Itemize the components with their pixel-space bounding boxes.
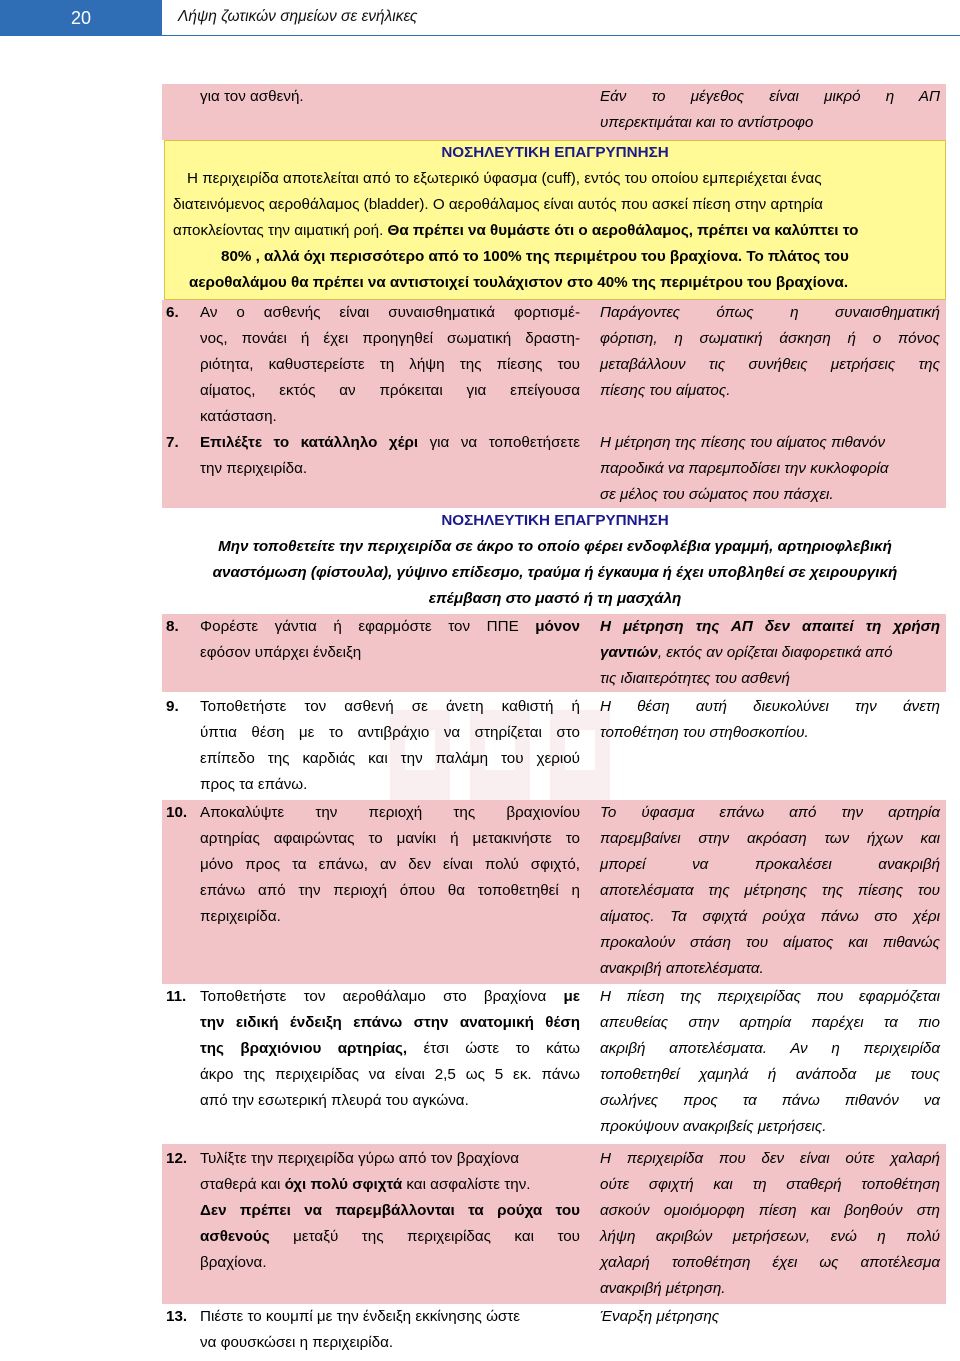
step-8-line-1-normal: Φορέστε γάντια ή εφαρμόστε τον ΠΠΕ	[200, 618, 536, 635]
step-12-row	[162, 1144, 946, 1304]
step-6-rationale-4: πίεσης του αίματος.	[600, 382, 731, 399]
step-8-rationale-2-bold: γαντιών	[600, 644, 658, 661]
step-7-rationale-1: Η μέτρηση της πίεσης του αίματος πιθανόν	[600, 434, 886, 451]
step-6-line-3: ριότητα, καθυστερείστε τη λήψη της πίεσης του	[200, 356, 580, 373]
step-12-rationale-5: χαλαρή τοποθέτηση έχει ως αποτέλεσμα	[600, 1254, 940, 1271]
step-11-line-1	[200, 984, 580, 1010]
step-12-rationale-3: ασκούν ομοιόμορφη πίεση και βοηθούν στη	[600, 1202, 940, 1219]
step-5-continued-text: για τον ασθενή.	[200, 88, 304, 105]
step-10-rationale-2: παρεμβαίνει στην ακρόαση των ήχων και	[600, 830, 940, 847]
step-7-rest: για να τοποθετήσετε	[418, 434, 580, 451]
step-13-row	[162, 1304, 946, 1360]
step-9-rationale-2: τοποθέτηση του στηθοσκοπίου.	[600, 724, 809, 741]
step-5-continued-row	[162, 84, 946, 140]
step-7-number: 7.	[166, 434, 179, 451]
page-header	[0, 0, 960, 36]
step-8-rationale-3: τις ιδιαιτερότητες του ασθενή	[600, 670, 790, 687]
step-8-row	[162, 614, 946, 692]
step-12-line-2-bold: όχι πολύ σφιχτά	[284, 1176, 403, 1193]
step-6-line-2: νος, πονάει ή έχει προηγηθεί σωματική δραστη-	[200, 330, 580, 347]
step-11-rationale-1: Η πίεση της περιχειρίδας που εφαρμόζεται	[600, 988, 940, 1005]
alert-1-line-3-bold: Θα πρέπει να θυμάστε ότι ο αεροθάλαμος, πρέπει να καλύπτει το	[387, 222, 859, 239]
nursing-alert-heading-2: ΝΟΣΗΛΕΥΤΙΚΗ ΕΠΑΓΡΥΠΝΗΣΗ	[441, 512, 669, 529]
step-11-rationale-6: προκύψουν ανακριβείς μετρήσεις.	[600, 1118, 827, 1135]
nursing-alert-box-1	[164, 140, 946, 300]
step-6-line-1: Αν ο ασθενής είναι συναισθηματικά φορτισμέ-	[200, 304, 580, 321]
step-13-line-2: να φουσκώσει η περιχειρίδα.	[200, 1334, 394, 1351]
step-10-rationale-6: προκαλούν στάση του αίματος και πιθανώς	[600, 934, 940, 951]
alert-1-line-3	[173, 218, 858, 244]
step-12-line-2-normal: σταθερά και	[200, 1176, 285, 1193]
alert-2-line-3: επέμβαση στο μαστό ή τη μασχάλη	[428, 590, 682, 607]
step-10-rationale-4: αποτελέσματα της μέτρησης της πίεσης του	[600, 882, 940, 899]
step-5-rationale-line-1: Εάν το μέγεθος είναι μικρό η ΑΠ	[600, 88, 940, 105]
step-9-line-2: ύπτια θέση με το αντιβράχιο να στηρίζεται στο	[200, 724, 580, 741]
nursing-alert-box-2	[164, 508, 946, 614]
alert-1-line-4: 80% , αλλά όχι περισσότερο από το 100% της περιμέτρου του βραχίονα. Το πλάτος του	[221, 248, 849, 265]
step-11-line-3-bold: της βραχιόνιου αρτηρίας,	[200, 1040, 408, 1057]
nursing-alert-heading-1: ΝΟΣΗΛΕΥΤΙΚΗ ΕΠΑΓΡΥΠΝΗΣΗ	[441, 144, 669, 161]
step-12-line-4-bold: ασθενούς	[200, 1228, 270, 1245]
step-12-line-2	[200, 1172, 531, 1198]
step-13-number: 13.	[166, 1308, 188, 1325]
step-11-line-3	[200, 1036, 580, 1062]
step-10-row	[162, 800, 946, 984]
step-9-rationale-1: Η θέση αυτή διευκολύνει την άνετη	[600, 698, 940, 715]
step-7-rationale-3: σε μέλος του σώματος που πάσχει.	[600, 486, 834, 503]
step-11-line-4: άκρο της περιχειρίδας να είναι 2,5 ως 5 εκ. πάνω	[200, 1066, 580, 1083]
step-12-line-2-rest: και ασφαλίστε την.	[402, 1176, 531, 1193]
step-9-line-1: Τοποθετήστε τον ασθενή σε άνετη καθιστή ή	[200, 698, 580, 715]
step-8-line-2: εφόσον υπάρχει ένδειξη	[200, 644, 362, 661]
step-10-line-5: περιχειρίδα.	[200, 908, 281, 925]
step-6-rationale-2: φόρτιση, η σωματική άσκηση ή ο πόνος	[600, 330, 940, 347]
step-12-line-5: βραχίονα.	[200, 1254, 267, 1271]
alert-1-line-2: διατεινόμενος αεροθάλαμος (bladder). Ο αεροθάλαμος είναι αυτός που ασκεί πίεση στην αρτηρία	[173, 196, 823, 213]
step-8-rationale-2-rest: , εκτός αν ορίζεται διαφορετικά από	[657, 644, 893, 661]
step-6-rationale-1: Παράγοντες όπως η συναισθηματική	[600, 304, 940, 321]
step-12-line-4-rest: μεταξύ της περιχειρίδας και του	[269, 1228, 580, 1245]
step-13-rationale: Έναρξη μέτρησης	[600, 1308, 720, 1325]
step-10-number: 10.	[166, 804, 188, 821]
step-7-rationale-2: παροδικά να παρεμποδίσει την κυκλοφορία	[600, 460, 889, 477]
step-10-line-3: μόνο προς τα επάνω, αν δεν είναι πολύ σφιχτό,	[200, 856, 580, 873]
step-10-rationale-7: ανακριβή αποτελέσματα.	[600, 960, 764, 977]
step-6-number: 6.	[166, 304, 179, 321]
step-12-line-3: Δεν πρέπει να παρεμβάλλονται τα ρούχα του	[200, 1202, 580, 1219]
step-9-line-4: προς τα επάνω.	[200, 776, 308, 793]
step-10-rationale-1: Το ύφασμα επάνω από την αρτηρία	[600, 804, 940, 821]
step-11-rationale-2: απευθείας στην αρτηρία παρέχει τα πιο	[600, 1014, 940, 1031]
step-11-line-2: την ειδική ένδειξη επάνω στην ανατομική θέση	[200, 1014, 580, 1031]
step-11-rationale-5: σωλήνες προς τα πάνω πιθανόν να	[600, 1092, 940, 1109]
step-8-line-1	[200, 614, 580, 640]
step-10-line-1: Αποκαλύψτε την περιοχή της βραχιονίου	[200, 804, 580, 821]
step-11-line-1-normal: Τοποθετήστε τον αεροθάλαμο στο βραχίονα	[200, 988, 564, 1005]
step-11-number: 11.	[166, 988, 187, 1005]
step-12-line-1: Τυλίξτε την περιχειρίδα γύρω από τον βραχίονα	[200, 1150, 520, 1167]
step-9-row	[162, 694, 946, 800]
step-6-line-5: κατάσταση.	[200, 408, 277, 425]
alert-1-line-1: Η περιχειρίδα αποτελείται από το εξωτερικό ύφασμα (cuff), εντός του οποίου εμπεριέχεται ένας	[187, 170, 822, 187]
step-7-bold: Επιλέξτε το κατάλληλο χέρι	[200, 434, 419, 451]
step-5-rationale-line-2: υπερεκτιμάται και το αντίστροφο	[600, 114, 814, 131]
step-8-line-1-bold: μόνον	[535, 618, 580, 635]
step-12-line-4	[200, 1224, 580, 1250]
alert-2-line-2: αναστόμωση (φίστουλα), γύψινο επίδεσμο, τραύμα ή έγκαυμα ή έχει υποβληθεί σε χειρουργική	[212, 564, 898, 581]
step-11-line-5: από την εσωτερική πλευρά του αγκώνα.	[200, 1092, 469, 1109]
step-10-line-2: αρτηρίας αφαιρώντας το μανίκι ή μετακινήστε το	[200, 830, 580, 847]
step-8-rationale-2	[600, 640, 893, 666]
alert-1-line-5: αεροθαλάμου θα πρέπει να αντιστοιχεί τουλάχιστον στο 40% της περιμέτρου του βραχίονα.	[189, 274, 849, 291]
step-12-rationale-2: ούτε σφιχτή και τη σταθερή τοποθέτηση	[600, 1176, 940, 1193]
alert-2-line-1: Μην τοποθετείτε την περιχειρίδα σε άκρο το οποίο φέρει ενδοφλέβια γραμμή, αρτηριοφλεβική	[218, 538, 892, 555]
step-10-line-4: επάνω από την περιοχή όπου θα τοποθετηθεί η	[200, 882, 580, 899]
step-11-rationale-4: τοποθετηθεί χαμηλά ή ανάποδα με τους	[600, 1066, 940, 1083]
running-title: Λήψη ζωτικών σημείων σε ενήλικες	[178, 8, 418, 25]
step-10-rationale-5: αίματος. Τα σφιχτά ρούχα πάνω στο χέρι	[600, 908, 940, 925]
step-11-row	[162, 984, 946, 1144]
step-11-rationale-3: ακριβή αποτελέσματα. Αν η περιχειρίδα	[600, 1040, 940, 1057]
step-8-number: 8.	[166, 618, 179, 635]
step-9-line-3: επίπεδο της καρδιάς και την παλάμη του χεριού	[200, 750, 580, 767]
step-9-number: 9.	[166, 698, 179, 715]
step-12-rationale-1: Η περιχειρίδα που δεν είναι ούτε χαλαρή	[600, 1150, 940, 1167]
step-12-rationale-6: ανακριβή μέτρηση.	[600, 1280, 726, 1297]
steps-6-7-row	[162, 300, 946, 508]
step-12-number: 12.	[166, 1150, 188, 1167]
step-8-rationale-1: Η μέτρηση της ΑΠ δεν απαιτεί τη χρήση	[600, 618, 940, 635]
alert-1-line-3-normal: αποκλείοντας την αιματική ροή.	[173, 222, 388, 239]
step-7-line-1	[200, 430, 580, 456]
step-11-line-3-rest: έτσι ώστε το κάτω	[407, 1040, 580, 1057]
step-6-line-4: αίματος, εκτός αν πρόκειται για επείγουσα	[200, 382, 580, 399]
step-11-line-1-bold: με	[563, 988, 580, 1005]
step-6-rationale-3: μεταβάλλουν τις συνήθεις μετρήσεις της	[600, 356, 940, 373]
page-number: 20	[0, 0, 162, 36]
header-rule	[162, 35, 960, 36]
step-13-line-1: Πιέστε το κουμπί με την ένδειξη εκκίνησης ώστε	[200, 1308, 521, 1325]
step-7-line-2: την περιχειρίδα.	[200, 460, 308, 477]
step-10-rationale-3: μπορεί να προκαλέσει ανακριβή	[600, 856, 940, 873]
step-12-rationale-4: λήψη ακριβών μετρήσεων, ενώ η πολύ	[600, 1228, 940, 1245]
